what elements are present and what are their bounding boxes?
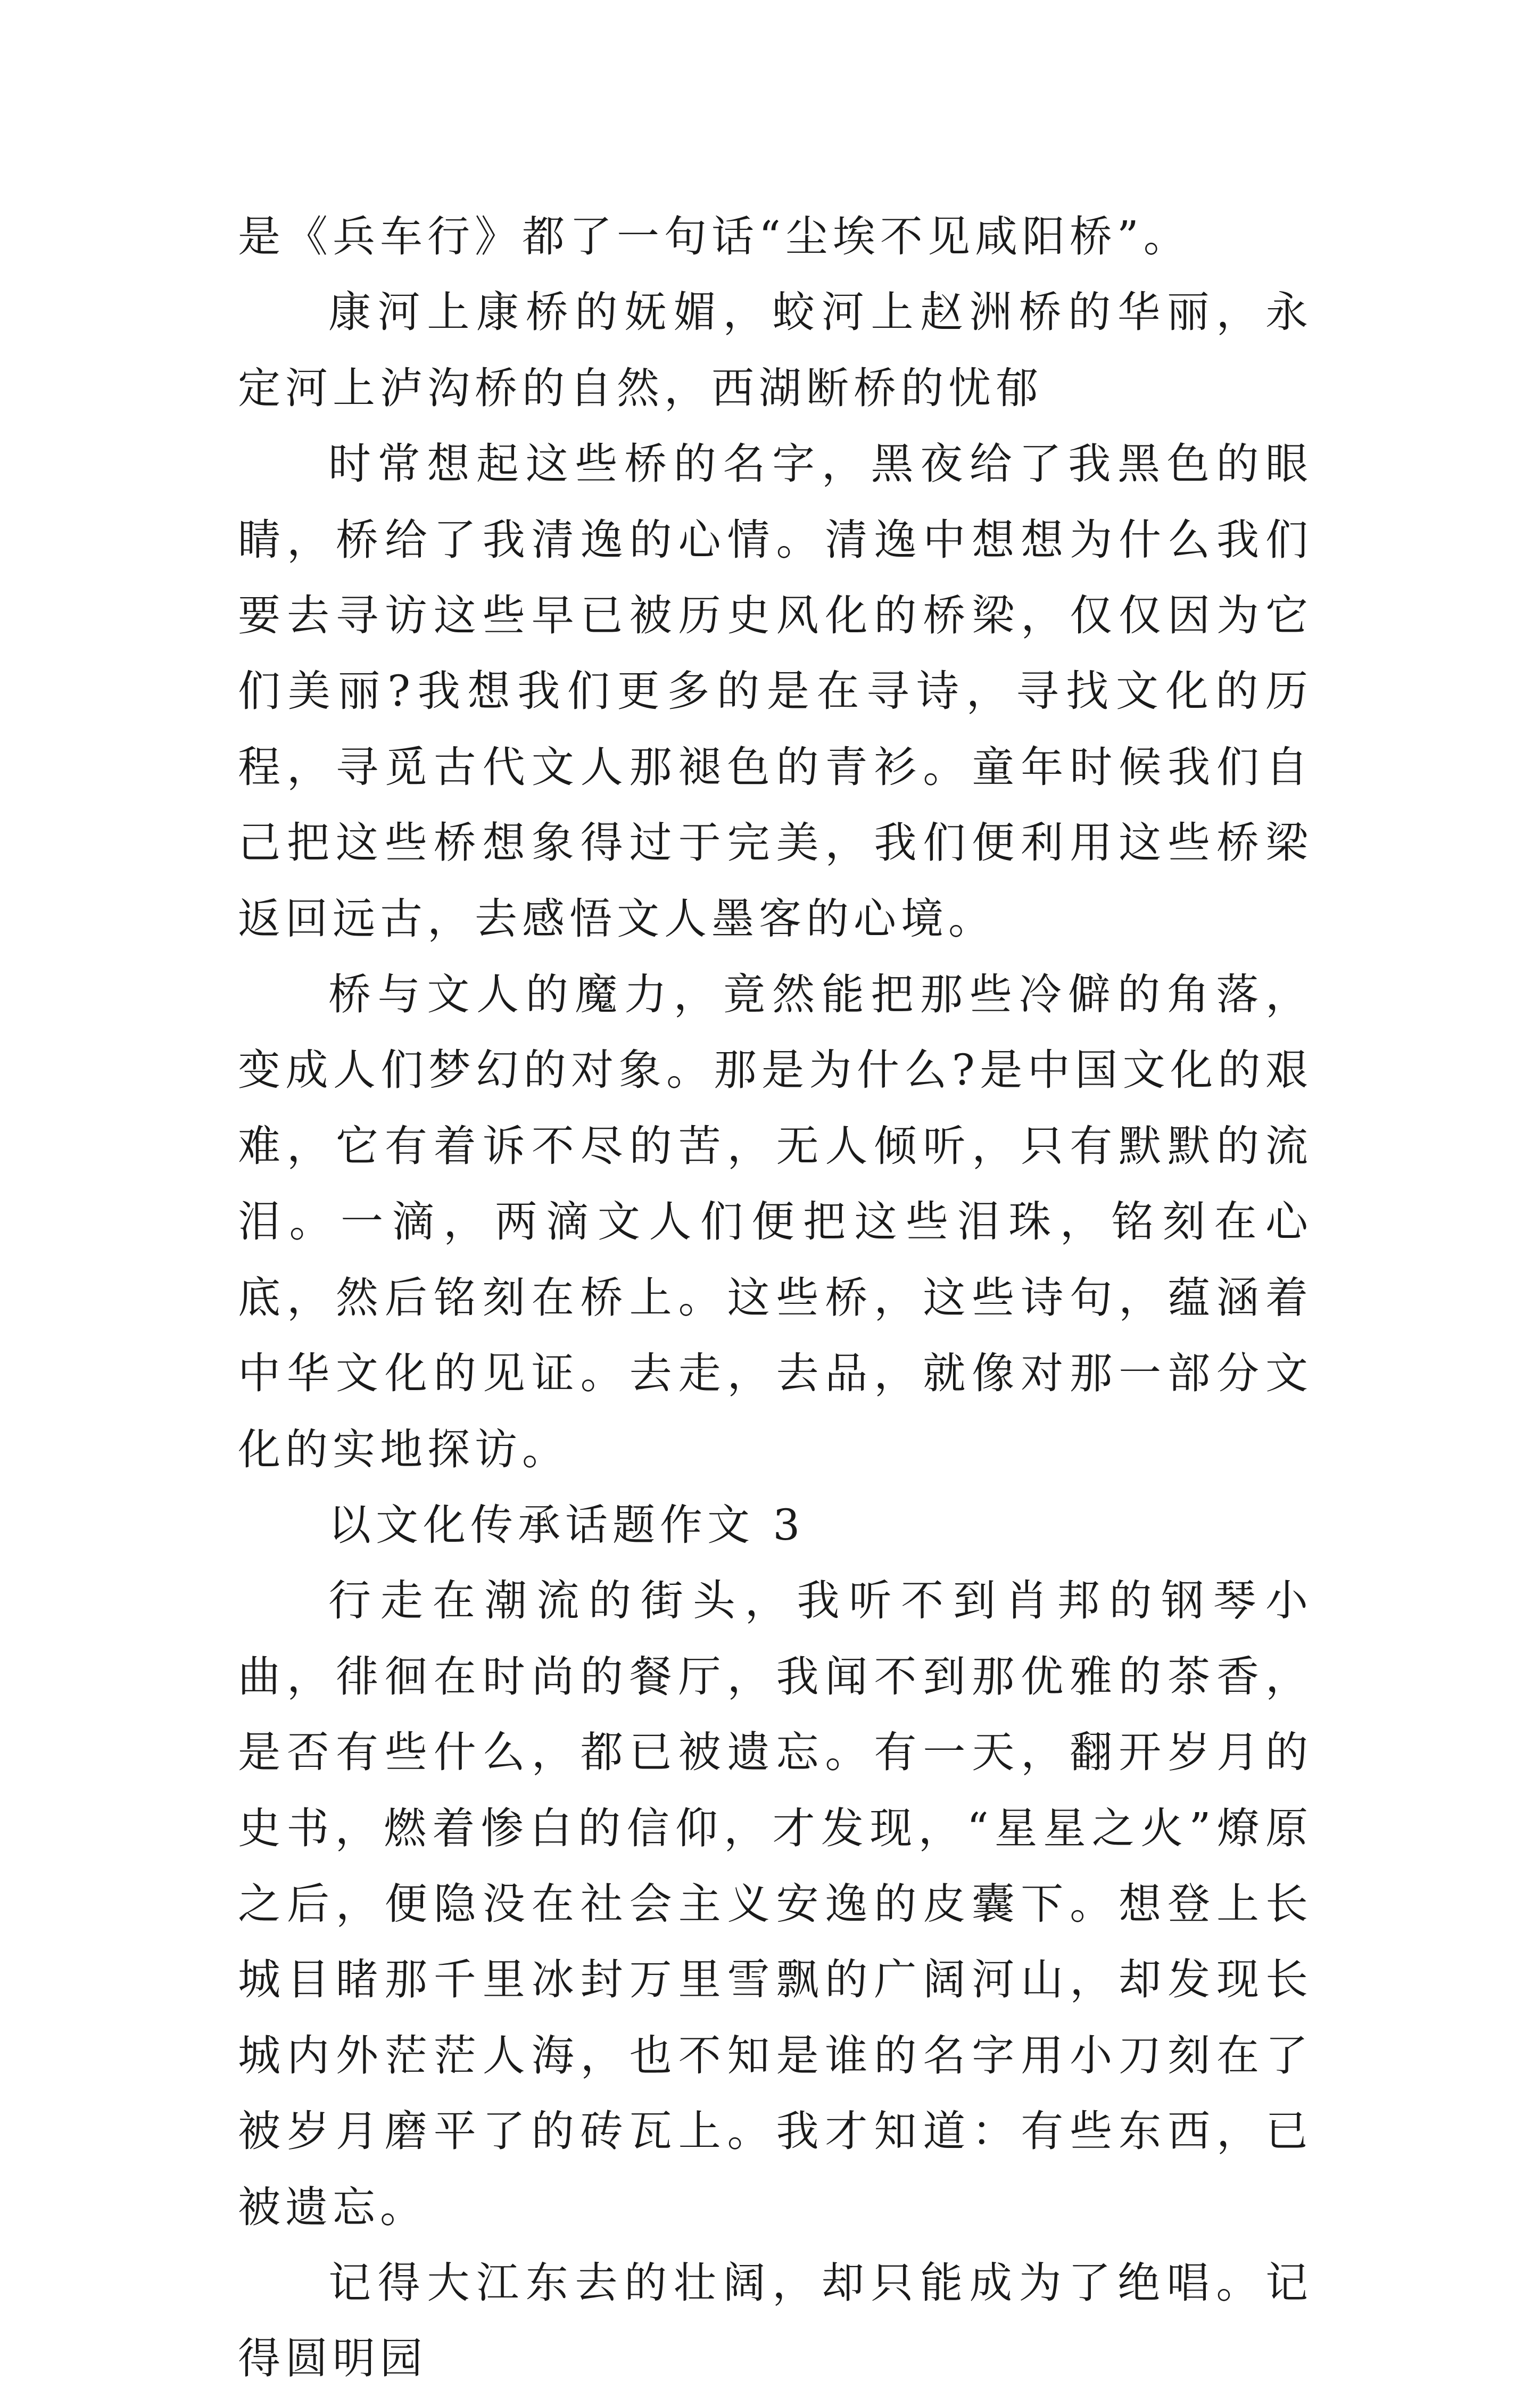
paragraph-forgotten: 行走在潮流的街头，我听不到肖邦的钢琴小曲，徘徊在时尚的餐厅，我闻不到那优雅的茶香，是否有些什么，都已被遗忘。有一天，翻开岁月的史书，燃着惨白的信仰，才发现，“星星之火”燎原之后，便隐没在社会主义安逸的皮囊下。想登上长城目睹那千里冰封万里雪飘的广阔河山，却发现长城内外茫茫人海，也不知是谁的名字用小刀刻在了被岁月磨平了的砖瓦上。我才知道：有些东西，已被遗忘。: [238, 1576, 1313, 2232]
paragraph-bridges-list: 康河上康桥的妩媚，蛟河上赵洲桥的华丽，永定河上泸沟桥的自然，西湖断桥的忧郁: [238, 287, 1313, 413]
document-body: [238, 199, 1313, 2397]
paragraph-bridge-names: 时常想起这些桥的名字，黑夜给了我黑色的眼睛，桥给了我清逸的心情。清逸中想想为什么我们要去寻访这些早已被历史风化的桥梁，仅仅因为它们美丽?我想我们更多的是在寻诗，寻找文化的历程，寻觅古代文人那褪色的青衫。童年时候我们自己把这些桥想象得过于完美，我们便利用这些桥梁返回远古，去感悟文人墨客的心境。: [238, 439, 1313, 944]
essay-heading: 以文化传承话题作文 3: [328, 1500, 805, 1550]
paragraph-continuation: 是《兵车行》都了一句话“尘埃不见咸阳桥”。: [238, 212, 1191, 261]
paragraph-remember: 记得大江东去的壮阔，却只能成为了绝唱。记得圆明园: [238, 2258, 1313, 2384]
paragraph-bridges-and-scholars: 桥与文人的魔力，竟然能把那些冷僻的角落，变成人们梦幻的对象。那是为什么?是中国文化的艰难，它有着诉不尽的苦，无人倾听，只有默默的流泪。一滴，两滴文人们便把这些泪珠，铭刻在心底，然后铭刻在桥上。这些桥，这些诗句，蕴涵着中华文化的见证。去走，去品，就像对那一部分文化的实地探访。: [238, 970, 1313, 1474]
